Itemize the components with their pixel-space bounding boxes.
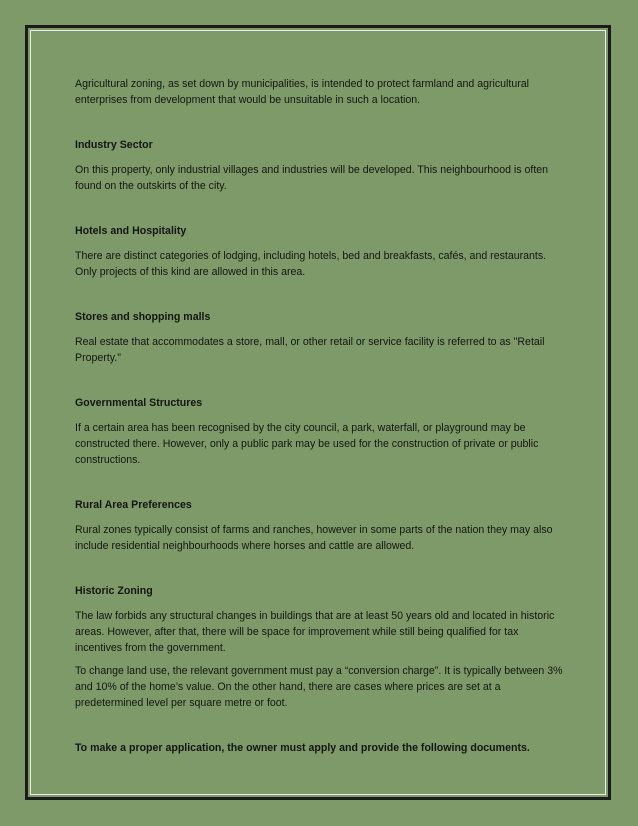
section-historic-zoning (75, 583, 565, 711)
closing-statement: To make a proper application, the owner must apply and provide the following documents. (75, 742, 530, 754)
section-heading: Historic Zoning (75, 585, 153, 597)
section-industry-sector (75, 137, 565, 194)
section-heading: Stores and shopping malls (75, 311, 211, 323)
section-paragraph: If a certain area has been recognised by the city council, a park, waterfall, or playground may be constructed there. However, only a public park may be used for the construction of private or public constructions. (75, 422, 539, 466)
intro-paragraph: Agricultural zoning, as set down by municipalities, is intended to protect farmland and agricultural enterprises from development that would be unsuitable in such a location. (75, 78, 530, 106)
section-heading: Rural Area Preferences (75, 499, 192, 511)
section-heading: Hotels and Hospitality (75, 225, 187, 237)
section-governmental-structures (75, 395, 565, 468)
document-body (75, 76, 565, 756)
section-paragraph: Rural zones typically consist of farms and ranches, however in some parts of the nation they may also include residential neighbourhoods where horses and cattle are allowed. (75, 524, 553, 552)
section-heading: Governmental Structures (75, 397, 203, 409)
section-stores-malls (75, 309, 565, 366)
section-hotels-hospitality (75, 223, 565, 280)
section-paragraph: To change land use, the relevant government must pay a “conversion charge”. It is typically between 3% and 10% of the home’s value. On the other hand, there are cases where prices are set at a predetermined level per square metre or foot. (75, 665, 563, 709)
section-rural-area (75, 497, 565, 554)
section-paragraph: Real estate that accommodates a store, mall, or other retail or service facility is referred to as "Retail Property." (75, 336, 545, 364)
section-heading: Industry Sector (75, 139, 153, 151)
section-paragraph: The law forbids any structural changes in buildings that are at least 50 years old and located in historic areas. However, after that, there will be space for improvement while still being qualified for tax incentives from the government. (75, 610, 555, 654)
section-paragraph: On this property, only industrial villages and industries will be developed. This neighbourhood is often found on the outskirts of the city. (75, 164, 549, 192)
section-paragraph: There are distinct categories of lodging, including hotels, bed and breakfasts, cafés, and restaurants. Only projects of this kind are allowed in this area. (75, 250, 547, 278)
